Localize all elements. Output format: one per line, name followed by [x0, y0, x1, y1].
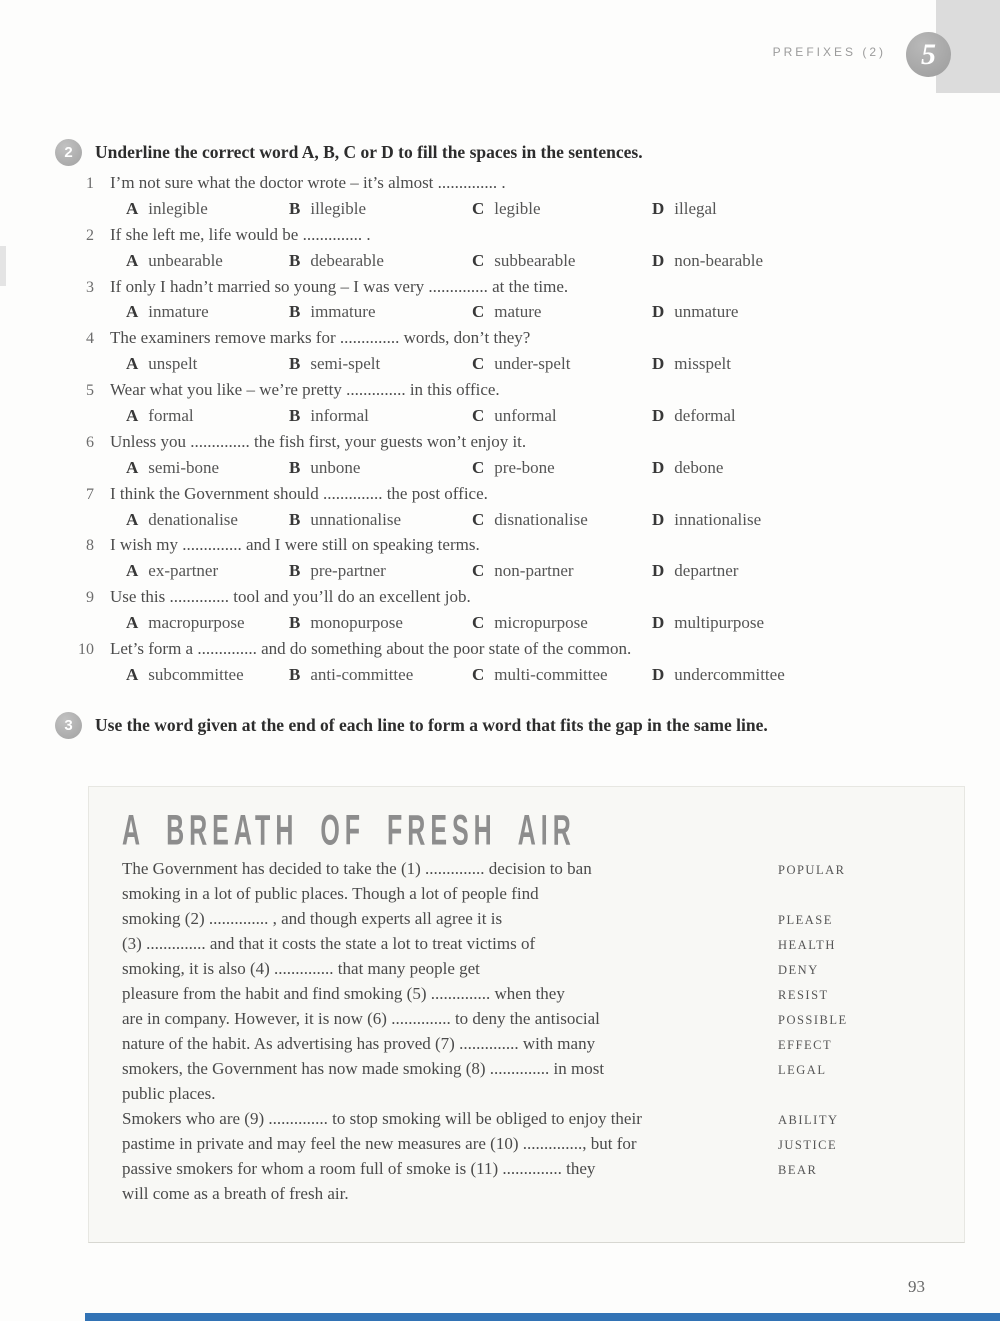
question-number: 4: [86, 330, 94, 348]
question-text: Wear what you like – we’re pretty .............. in this office.: [110, 380, 500, 400]
option-letter: C: [472, 198, 485, 218]
option-letter: A: [126, 509, 139, 529]
option-word: debone: [674, 457, 724, 477]
question-text: Use this .............. tool and you’ll do an excellent job.: [110, 587, 471, 607]
option-letter: D: [652, 561, 665, 581]
option-word: semi-spelt: [310, 354, 381, 374]
question-text: I’m not sure what the doctor wrote – it’s almost .............. .: [110, 173, 506, 192]
option-a: [126, 251, 289, 271]
question-line: [0, 432, 930, 458]
section-label: PREFIXES (2): [772, 45, 886, 59]
option-letter: A: [126, 406, 139, 426]
option-letter: C: [472, 561, 485, 581]
option-letter: D: [652, 509, 665, 529]
question-line: [0, 225, 930, 251]
passage-line: [122, 1159, 948, 1184]
option-c: [472, 199, 652, 219]
option-word: illegible: [310, 198, 367, 218]
option-word: multipurpose: [674, 613, 764, 633]
key-word: POPULAR: [778, 863, 846, 877]
option-b: [289, 458, 472, 478]
option-c: [472, 354, 652, 374]
option-d: [652, 665, 930, 685]
passage-line: [122, 1184, 948, 1209]
option-letter: B: [289, 613, 301, 633]
option-word: denationalise: [148, 509, 238, 529]
exercise-2-instruction: Underline the correct word A, B, C or D to fill the spaces in the sentences.: [95, 142, 643, 162]
passage-text: smoking, it is also (4) .............. that many people get: [122, 959, 480, 978]
exercise-2-badge: 2: [55, 139, 82, 166]
option-b: [289, 251, 472, 271]
option-b: [289, 613, 472, 633]
passage-lines: [122, 859, 948, 1209]
passage-text: pleasure from the habit and find smoking (5) .............. when they: [122, 984, 565, 1003]
question-text: The examiners remove marks for .............. words, don’t they?: [110, 328, 531, 348]
passage-title: A BREATH OF FRESH AIR: [122, 807, 576, 855]
option-letter: A: [126, 664, 139, 684]
option-word: unbone: [310, 457, 361, 477]
option-word: pre-bone: [494, 457, 555, 477]
option-d: [652, 199, 930, 219]
option-a: [126, 613, 289, 633]
option-a: [126, 354, 289, 374]
option-letter: D: [652, 457, 665, 477]
option-d: [652, 251, 930, 271]
options-row: [126, 354, 930, 380]
option-word: misspelt: [674, 354, 731, 374]
options-row: [126, 302, 930, 328]
option-word: unspelt: [148, 354, 198, 374]
option-letter: B: [289, 664, 301, 684]
option-b: [289, 302, 472, 322]
passage-text: will come as a breath of fresh air.: [122, 1184, 349, 1203]
option-c: [472, 458, 652, 478]
option-word: inmature: [148, 302, 209, 322]
option-word: deformal: [674, 406, 736, 426]
option-letter: B: [289, 509, 301, 529]
passage-text: (3) .............. and that it costs the state a lot to treat victims of: [122, 934, 536, 953]
option-word: debearable: [310, 250, 384, 270]
key-word: LEGAL: [778, 1063, 827, 1077]
options-row: [126, 613, 930, 639]
option-word: disnationalise: [494, 509, 588, 529]
option-word: macropurpose: [148, 613, 245, 633]
question: [0, 639, 930, 691]
option-letter: A: [126, 354, 139, 374]
passage-line: [122, 909, 948, 934]
passage-text: pastime in private and may feel the new measures are (10) .............., but for: [122, 1134, 637, 1153]
option-b: [289, 354, 472, 374]
page-number: 93: [908, 1277, 925, 1296]
option-letter: A: [126, 561, 139, 581]
question-number: 10: [78, 641, 94, 659]
question-line: [0, 587, 930, 613]
bottom-accent-bar: [85, 1313, 1000, 1321]
option-word: inlegible: [148, 198, 208, 218]
option-letter: B: [289, 250, 301, 270]
question-text: I think the Government should .............. the post office.: [110, 483, 488, 503]
option-letter: D: [652, 302, 665, 322]
option-a: [126, 406, 289, 426]
option-c: [472, 406, 652, 426]
question: [0, 173, 930, 225]
question-text: If she left me, life would be .............. .: [110, 224, 371, 244]
passage-text: smoking in a lot of public places. Though a lot of people find: [122, 884, 539, 903]
option-letter: A: [126, 613, 139, 633]
passage-text: The Government has decided to take the (1) .............. decision to ban: [122, 859, 592, 878]
question: [0, 432, 930, 484]
option-word: unbearable: [148, 250, 223, 270]
option-d: [652, 354, 930, 374]
option-a: [126, 510, 289, 530]
option-letter: B: [289, 406, 301, 426]
question: [0, 225, 930, 277]
option-word: non-bearable: [674, 250, 764, 270]
passage-line: [122, 1109, 948, 1134]
question-number: 2: [86, 226, 94, 244]
passage-line: [122, 859, 948, 884]
option-c: [472, 613, 652, 633]
key-word: DENY: [778, 963, 819, 977]
options-row: [126, 665, 930, 691]
passage-text: public places.: [122, 1084, 216, 1103]
question-line: [0, 277, 930, 303]
option-c: [472, 665, 652, 685]
option-letter: B: [289, 457, 301, 477]
exercise-3-badge: 3: [55, 712, 82, 739]
options-row: [126, 561, 930, 587]
passage-line: [122, 934, 948, 959]
option-word: innationalise: [674, 509, 762, 529]
passage-line: [122, 1084, 948, 1109]
option-c: [472, 302, 652, 322]
passage-text: smoking (2) .............. , and though experts all agree it is: [122, 909, 503, 928]
option-a: [126, 302, 289, 322]
option-letter: C: [472, 354, 485, 374]
question-line: [0, 535, 930, 561]
key-word: POSSIBLE: [778, 1013, 848, 1027]
passage-line: [122, 984, 948, 1009]
option-a: [126, 458, 289, 478]
option-d: [652, 302, 930, 322]
option-letter: A: [126, 198, 139, 218]
option-word: ex-partner: [148, 561, 219, 581]
option-c: [472, 510, 652, 530]
question: [0, 484, 930, 536]
option-a: [126, 561, 289, 581]
question-text: I wish my .............. and I were still on speaking terms.: [110, 535, 480, 555]
option-letter: C: [472, 664, 485, 684]
option-letter: C: [472, 406, 485, 426]
exercise-3-instruction: Use the word given at the end of each line to form a word that fits the gap in the same line.: [95, 715, 768, 735]
option-letter: A: [126, 302, 139, 322]
option-word: semi-bone: [148, 457, 220, 477]
exercise2-questions: [0, 173, 930, 691]
option-letter: B: [289, 302, 301, 322]
option-letter: D: [652, 613, 665, 633]
option-letter: B: [289, 561, 301, 581]
option-letter: A: [126, 250, 139, 270]
option-word: anti-committee: [310, 664, 414, 684]
option-letter: D: [652, 250, 665, 270]
question-line: [0, 173, 930, 199]
option-a: [126, 665, 289, 685]
option-c: [472, 561, 652, 581]
options-row: [126, 510, 930, 536]
option-letter: C: [472, 250, 485, 270]
option-letter: D: [652, 198, 665, 218]
option-d: [652, 510, 930, 530]
option-word: departner: [674, 561, 739, 581]
option-letter: C: [472, 613, 485, 633]
passage-line: [122, 1034, 948, 1059]
key-word: ABILITY: [778, 1113, 839, 1127]
option-word: mature: [494, 302, 542, 322]
option-word: under-spelt: [494, 354, 571, 374]
question-number: 5: [86, 382, 94, 400]
option-word: non-partner: [494, 561, 574, 581]
option-word: multi-committee: [494, 664, 608, 684]
option-d: [652, 613, 930, 633]
option-letter: A: [126, 457, 139, 477]
key-word: JUSTICE: [778, 1138, 838, 1152]
key-word: EFFECT: [778, 1038, 833, 1052]
option-word: unformal: [494, 406, 557, 426]
option-letter: D: [652, 664, 665, 684]
question: [0, 587, 930, 639]
passage-box: [88, 786, 965, 1243]
option-d: [652, 561, 930, 581]
option-word: micropurpose: [494, 613, 588, 633]
option-d: [652, 458, 930, 478]
question: [0, 277, 930, 329]
question-line: [0, 380, 930, 406]
question-number: 3: [86, 278, 94, 296]
option-word: subbearable: [494, 250, 576, 270]
option-b: [289, 561, 472, 581]
question-line: [0, 328, 930, 354]
question-line: [0, 484, 930, 510]
option-word: pre-partner: [310, 561, 386, 581]
option-b: [289, 199, 472, 219]
passage-line: [122, 1059, 948, 1084]
option-word: undercommittee: [674, 664, 785, 684]
option-word: informal: [310, 406, 369, 426]
option-word: immature: [310, 302, 376, 322]
option-word: formal: [148, 406, 194, 426]
key-word: RESIST: [778, 988, 829, 1002]
option-b: [289, 406, 472, 426]
question-text: If only I hadn’t married so young – I was very .............. at the time.: [110, 276, 569, 296]
option-letter: B: [289, 354, 301, 374]
question-number: 6: [86, 433, 94, 451]
option-word: illegal: [674, 198, 717, 218]
question-number: 8: [86, 537, 94, 555]
option-word: legible: [494, 198, 541, 218]
question-text: Let’s form a .............. and do something about the poor state of the common.: [110, 639, 632, 659]
question-line: [0, 639, 930, 665]
passage-line: [122, 1009, 948, 1034]
option-b: [289, 665, 472, 685]
key-word: BEAR: [778, 1163, 818, 1177]
question-number: 1: [86, 175, 94, 192]
passage-text: smokers, the Government has now made smoking (8) .............. in most: [122, 1059, 605, 1078]
options-row: [126, 199, 930, 225]
options-row: [126, 458, 930, 484]
passage-line: [122, 884, 948, 909]
question-number: 9: [86, 589, 94, 607]
options-row: [126, 406, 930, 432]
option-letter: D: [652, 354, 665, 374]
question-number: 7: [86, 485, 94, 503]
question: [0, 328, 930, 380]
options-row: [126, 251, 930, 277]
unit-number-badge: 5: [906, 32, 951, 77]
option-word: subcommittee: [148, 664, 244, 684]
question: [0, 535, 930, 587]
option-letter: D: [652, 406, 665, 426]
option-letter: C: [472, 509, 485, 529]
option-word: unmature: [674, 302, 739, 322]
passage-line: [122, 1134, 948, 1159]
option-letter: B: [289, 198, 301, 218]
passage-text: passive smokers for whom a room full of smoke is (11) .............. they: [122, 1159, 596, 1178]
question-text: Unless you .............. the fish first, your guests won’t enjoy it.: [110, 431, 527, 451]
option-letter: C: [472, 457, 485, 477]
passage-line: [122, 959, 948, 984]
option-a: [126, 199, 289, 219]
passage-text: Smokers who are (9) .............. to stop smoking will be obliged to enjoy their: [122, 1109, 642, 1128]
passage-text: nature of the habit. As advertising has proved (7) .............. with many: [122, 1034, 596, 1053]
passage-text: are in company. However, it is now (6) .............. to deny the antisocial: [122, 1009, 600, 1028]
option-b: [289, 510, 472, 530]
option-d: [652, 406, 930, 426]
option-word: unnationalise: [310, 509, 401, 529]
option-word: monopurpose: [310, 613, 403, 633]
key-word: PLEASE: [778, 913, 833, 927]
key-word: HEALTH: [778, 938, 836, 952]
option-letter: C: [472, 302, 485, 322]
question: [0, 380, 930, 432]
option-c: [472, 251, 652, 271]
